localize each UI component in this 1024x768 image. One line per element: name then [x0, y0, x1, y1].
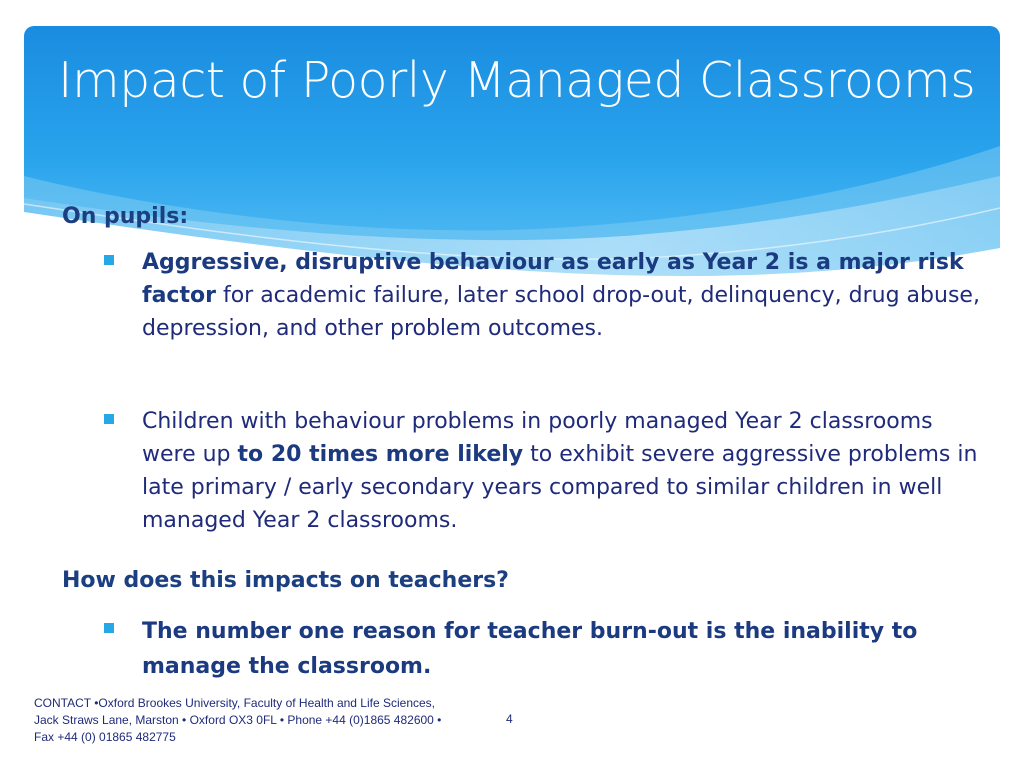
bullet-text: to exhibit severe aggressive problems in late primary / early secondary years compared to similar children in well managed Year 2 classrooms.	[142, 442, 978, 533]
bullet-bold-text: Aggressive, disruptive behaviour as early as Year 2 is a major risk factor	[142, 250, 964, 308]
section-pupils	[62, 204, 982, 229]
section-teachers	[62, 568, 982, 593]
footer-contact: CONTACT •Oxford Brookes University, Faculty of Health and Life Sciences, Jack Straws Lane, Marston • Oxford OX3 0FL • Phone +44 (0)1865 482600 • Fax +44 (0) 01865 482775	[34, 696, 442, 744]
square-bullet-icon	[104, 414, 114, 424]
bullet-item	[142, 246, 982, 345]
bullet-bold-text: The number one reason for teacher burn-out is the inability to manage the classroom.	[142, 619, 918, 679]
section-heading: How does this impacts on teachers?	[62, 568, 509, 593]
bullet-text: Children with behaviour problems in poorly managed Year 2 classrooms were up	[142, 409, 933, 467]
bullet-item	[142, 405, 982, 537]
section-heading: On pupils:	[62, 204, 189, 229]
bullet-item	[142, 614, 982, 684]
slide-title: Impact of Poorly Managed Classrooms	[58, 52, 976, 109]
square-bullet-icon	[104, 255, 114, 265]
bullet-text: for academic failure, later school drop-out, delinquency, drug abuse, depression, and other problem outcomes.	[142, 283, 980, 341]
page-number: 4	[506, 712, 513, 726]
bullet-bold-text: to 20 times more likely	[237, 442, 524, 467]
square-bullet-icon	[104, 623, 114, 633]
